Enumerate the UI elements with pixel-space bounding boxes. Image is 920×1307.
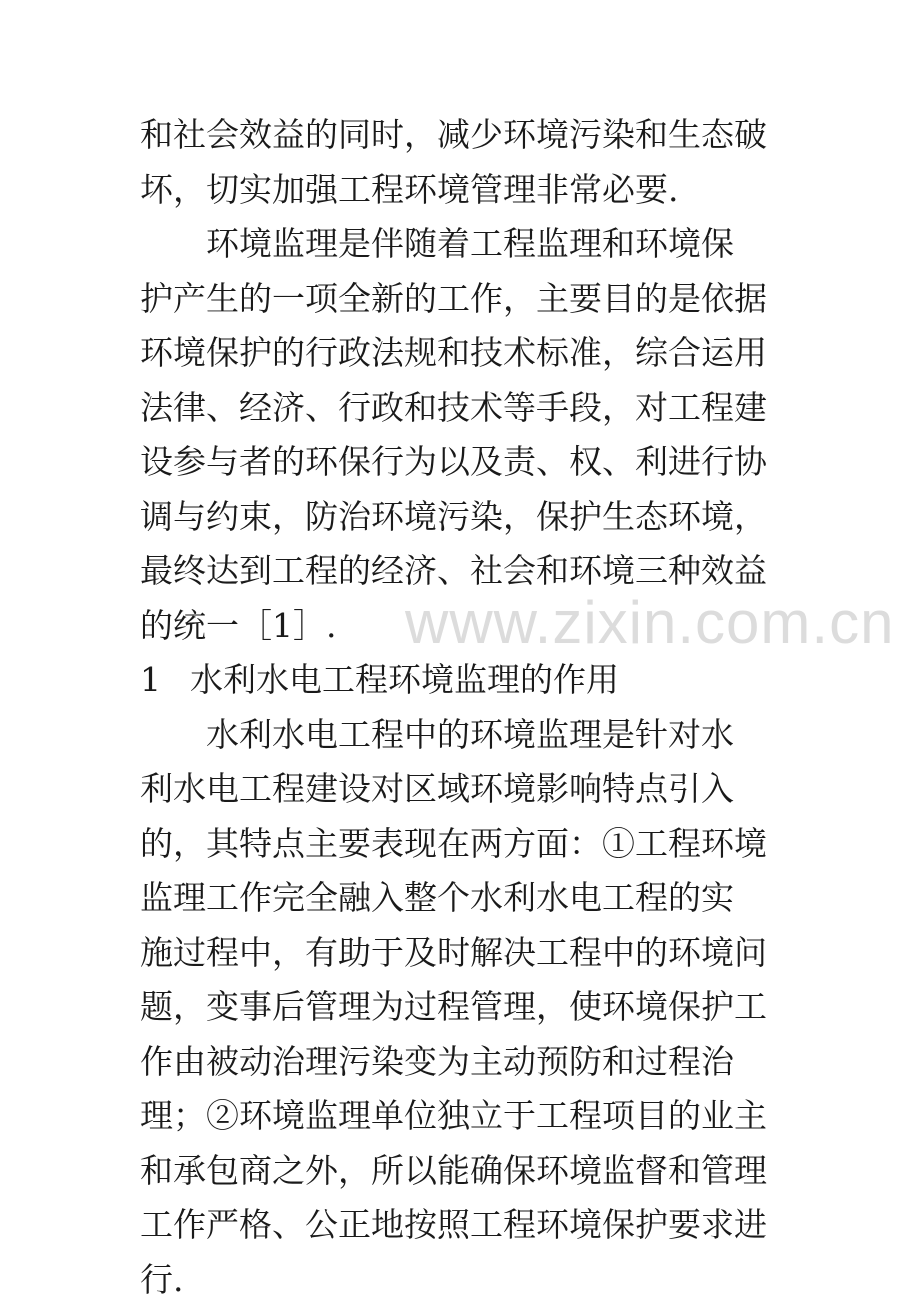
text-line: 护产生的一项全新的工作，主要目的是依据 [140,272,800,327]
body-text [140,108,800,1307]
section-heading [140,653,800,708]
text-line: 法律、经济、行政和技术等手段，对工程建 [140,381,800,436]
text-line: 监理工作完全融入整个水利水电工程的实 [140,871,800,926]
text-line: 行. [140,1253,800,1307]
section-number: 1 [140,653,190,708]
text-line: 利水电工程建设对区域环境影响特点引入 [140,762,800,817]
text-line: 的，其特点主要表现在两方面：①工程环境 [140,817,800,872]
text-line: 的统一［1］. [140,599,800,654]
text-line: 环境保护的行政法规和技术标准，综合运用 [140,326,800,381]
text-line: 理；②环境监理单位独立于工程项目的业主 [140,1089,800,1144]
text-line: 和社会效益的同时，减少环境污染和生态破 [140,108,800,163]
text-line: 题，变事后管理为过程管理，使环境保护工 [140,980,800,1035]
paragraph-first-line: 环境监理是伴随着工程监理和环境保 [140,217,800,272]
text-line: 最终达到工程的经济、社会和环境三种效益 [140,544,800,599]
text-line: 设参与者的环保行为以及责、权、利进行协 [140,435,800,490]
text-line: 坏，切实加强工程环境管理非常必要. [140,163,800,218]
watermark: www.zixin.com.cn [405,588,894,657]
text-line: 工作严格、公正地按照工程环境保护要求进 [140,1198,800,1253]
section-title: 水利水电工程环境监理的作用 [190,660,619,699]
text-line: 调与约束，防治环境污染，保护生态环境， [140,490,800,545]
text-line: 和承包商之外，所以能确保环境监督和管理 [140,1144,800,1199]
paragraph-first-line: 水利水电工程中的环境监理是针对水 [140,708,800,763]
text-line: 作由被动治理污染变为主动预防和过程治 [140,1035,800,1090]
text-line: 施过程中，有助于及时解决工程中的环境问 [140,926,800,981]
